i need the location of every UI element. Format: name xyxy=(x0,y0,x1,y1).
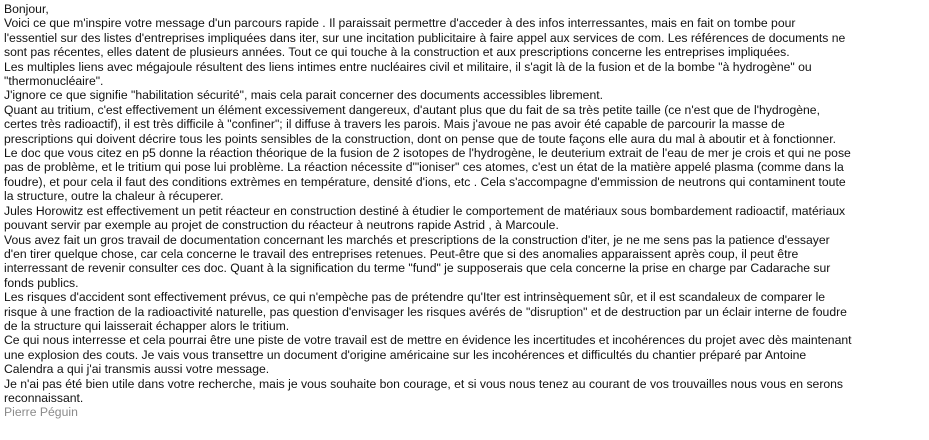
text-line: d'en tirer quelque chose, car cela concerne le travail des entreprises retenues. Peut-être que si des anomalies apparaissent après coup, il peut être xyxy=(4,246,799,261)
text-line: Jules Horowitz est effectivement un petit réacteur en construction destiné à étudier le comportement de matériaux sous bombardement radioactif, matériaux xyxy=(4,203,846,218)
text-line: Je n'ai pas été bien utile dans votre recherche, mais je vous souhaite bon courage, et si vous nous tenez au courant de vos trouvailles nous vous en serons xyxy=(4,376,844,391)
text-line: Calendra a qui j'ai transmis aussi votre message. xyxy=(4,362,270,377)
text-line: sont pas récentes, elles datent de plusieurs années. Tout ce qui touche à la construction et aux prescriptions concerne les entreprises impliquées. xyxy=(4,45,790,60)
text-line: risque à une fraction de la radioactivité naturelle, pas question d'envisager les risques avérés de "disruption" et de destruction par un éclair interne de foudre xyxy=(4,304,847,319)
text-line: Ce qui nous interresse et cela pourrai être une piste de votre travail est de mettre en évidence les incertitudes et incohérences du projet avec dès maintenant xyxy=(4,333,852,348)
text-line: pouvant servir par exemple au projet de construction du réacteur à neutrons rapide Astrid , à Marcoule. xyxy=(4,218,559,233)
text-line: Vous avez fait un gros travail de documentation concernant les marchés et prescriptions de la construction d'iter, je ne me sens pas la patience d'essayer xyxy=(4,232,830,247)
text-line: fonds publics. xyxy=(4,275,79,290)
text-line: Les risques d'accident sont effectivement prévus, ce qui n'empèche pas de prétendre qu'Iter est intrinsèquement sûr, et il est scandaleux de comparer le xyxy=(4,290,826,305)
text-line: une explosion des couts. Je vais vous transettre un document d'origine américaine sur les incohérences et difficultés du chantier préparé par Antoine xyxy=(4,347,807,362)
text-line: l'essentiel sur des listes d'entreprises impliquées dans iter, sur une incitation publicitaire à faire appel aux services de com. Les références de documents ne xyxy=(4,30,846,45)
text-line: foudre), et pour cela il faut des conditions extrèmes en température, densité d'ions, etc . Cela s'accompagne d'emmission de neutrons qui contaminent toute xyxy=(4,174,846,189)
text-line: Le doc que vous citez en p5 donne la réaction théorique de la fusion de 2 isotopes de l'hydrogène, le deuterium extrait de l'eau de mer je crois et qui ne pose xyxy=(4,146,851,161)
text-line: la structure, outre la chaleur à récuperer. xyxy=(4,189,224,204)
text-line: pas de problème, et le tritium qui pose lui problème. La réaction nécessite d'"ioniser" ces atomes, c'est un état de la matière appelé plasma (comme dans la xyxy=(4,160,844,175)
greeting-line: Bonjour, xyxy=(4,2,49,16)
text-line: J'ignore ce que signifie "habilitation sécurité", mais cela parait concerner des documents accessibles librement. xyxy=(4,88,603,103)
text-line: reconnaissant. xyxy=(4,390,84,405)
message-body xyxy=(4,2,922,420)
text-line: Les multiples liens avec mégajoule résultent des liens intimes entre nucléaires civil et militaire, il s'agit là de la fusion et de la bombe "à hydrogène" ou xyxy=(4,59,812,74)
text-line: prescriptions qui doivent décrire tous les points sensibles de la construction, dont on pense que de toute façons elle aura du mal à aboutir et à fonctionner. xyxy=(4,131,836,146)
text-line: de la structure qui laisserait échapper alors le tritium. xyxy=(4,318,290,333)
text-line: certes très radioactif), il est très difficile à "confiner"; il diffuse à travers les parois. Mais j'avoue ne pas avoir été capable de parcourir la masse de xyxy=(4,117,785,132)
text-line: interressant de revenir consulter ces doc. Quant à la signification du terme "fund" je supposerais que cela concerne la prise en charge par Cadarache sur xyxy=(4,261,831,276)
text-line: Quant au tritium, c'est effectivement un élément excessivement dangereux, d'autant plus que du fait de sa très petite taille (ce n'est que de l'hydrogène, xyxy=(4,102,820,117)
text-line: Voici ce que m'inspire votre message d'un parcours rapide . Il paraissait permettre d'acceder à des infos interressantes, mais en fait on tombe pour xyxy=(4,16,796,31)
signature: Pierre Péguin xyxy=(4,405,78,420)
text-line: "thermonucléaire". xyxy=(4,74,104,89)
